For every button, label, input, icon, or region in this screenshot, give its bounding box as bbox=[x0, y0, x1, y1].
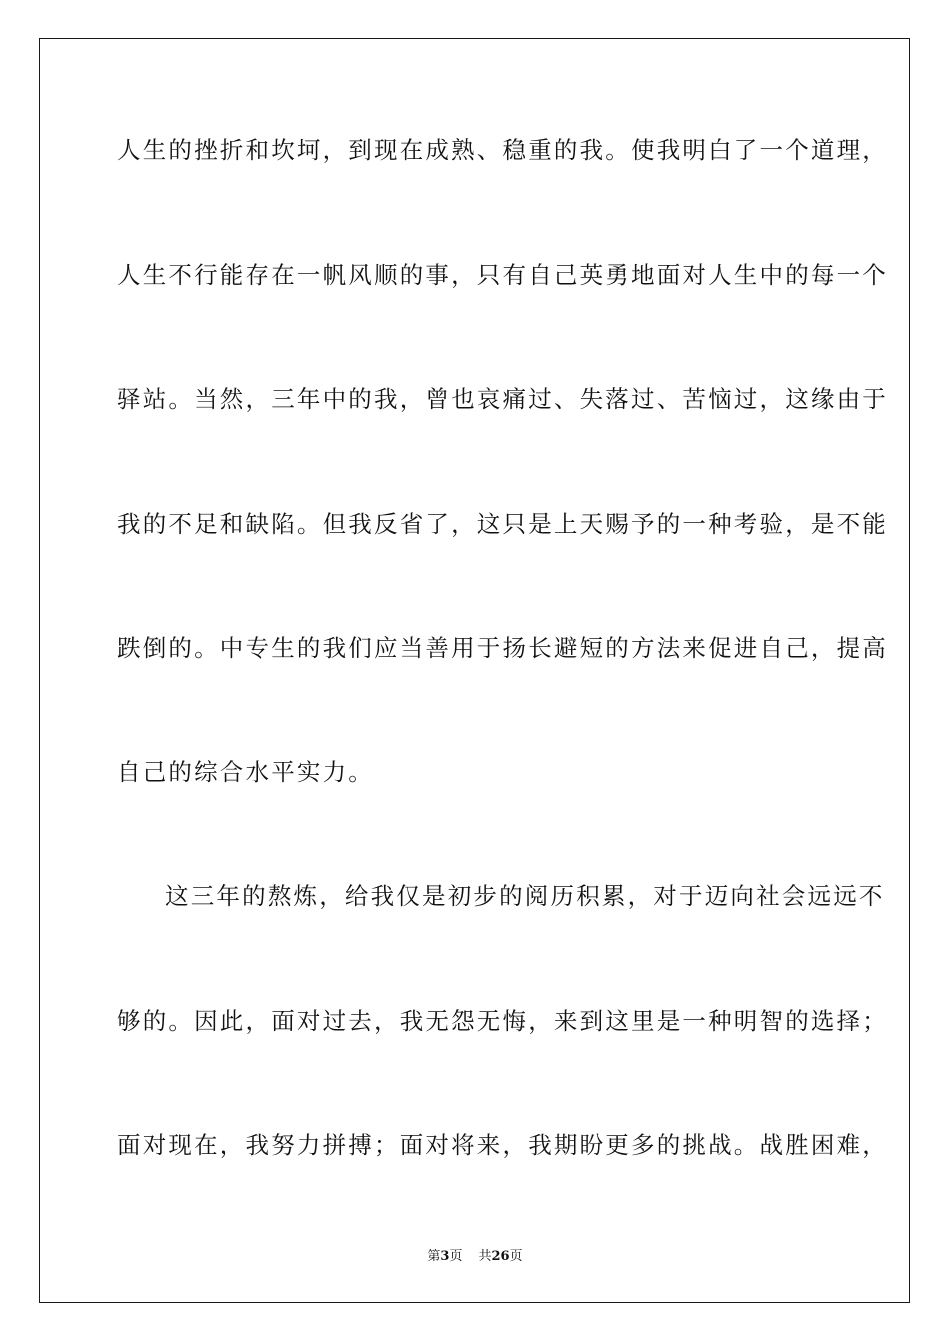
text-line-3: 驿站。当然，三年中的我，曾也哀痛过、失落过、苦恼过，这缘由于 bbox=[117, 385, 888, 413]
page-border bbox=[39, 38, 910, 1303]
page-number: 3 bbox=[440, 1249, 450, 1264]
page-footer bbox=[0, 1245, 950, 1264]
page-prefix: 第 bbox=[427, 1249, 441, 1264]
text-line-1: 人生的挫折和坎坷，到现在成熟、稳重的我。使我明白了一个道理， bbox=[117, 136, 888, 164]
text-line-9: 面对现在，我努力拼搏；面对将来，我期盼更多的挑战。战胜困难， bbox=[117, 1131, 888, 1159]
total-pages: 26 bbox=[491, 1249, 510, 1264]
text-line-8: 够的。因此，面对过去，我无怨无悔，来到这里是一种明智的选择； bbox=[117, 1007, 888, 1035]
text-line-6: 自己的综合水平实力。 bbox=[117, 758, 374, 786]
text-line-2: 人生不行能存在一帆风顺的事，只有自己英勇地面对人生中的每一个 bbox=[117, 261, 888, 289]
total-prefix: 共 bbox=[478, 1249, 492, 1264]
text-line-5: 跌倒的。中专生的我们应当善用于扬长避短的方法来促进自己，提高 bbox=[117, 634, 888, 662]
total-suffix: 页 bbox=[509, 1249, 523, 1264]
paragraph-indented-line: 这三年的熬炼，给我仅是初步的阅历积累，对于迈向社会远远不 bbox=[165, 882, 885, 910]
page-suffix: 页 bbox=[449, 1249, 463, 1264]
text-line-4: 我的不足和缺陷。但我反省了，这只是上天赐予的一种考验，是不能 bbox=[117, 510, 888, 538]
